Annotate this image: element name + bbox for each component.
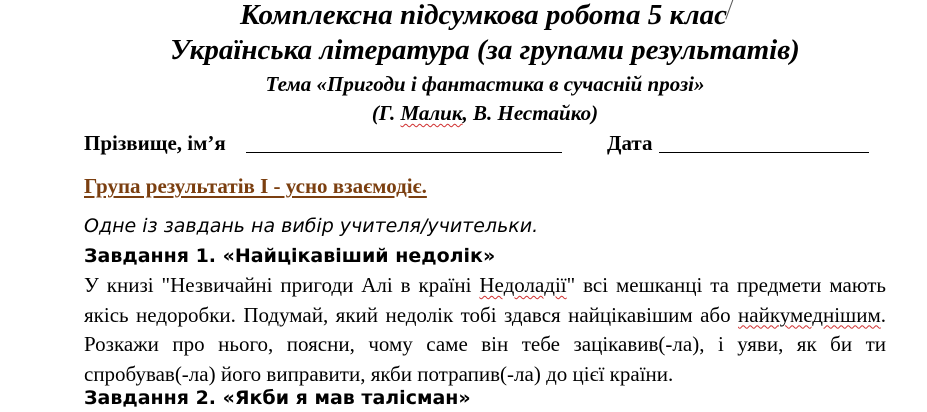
task-1-text [84,271,886,389]
choice-note: Одне із завдань на вибір учителя/учительки. [84,215,539,237]
task-1-text-part: " всі мешканці та предмети мають якісь недоробки. Подумай, який недолік тобі здався найцікавішим або [84,273,886,327]
task-1-title: Завдання 1. «Найцікавіший недолік» [84,245,496,267]
authors-prefix: (Г. [371,101,401,125]
task-2-title: Завдання 2. «Якби я мав талісман» [84,387,471,409]
task-1-text-part: . Розкажи про нього, поясни, чому саме він тебе зацікавив(-ла), і уяви, як би ти спробував(-ла) його виправити, якби потрапив(-ла) до цієї країни. [84,302,886,386]
authors-spellcheck-word: Малик [400,101,463,125]
document-authors [0,100,927,126]
document-title-line-2: Українська література (за групами результатів) [170,34,800,66]
title-text: Комплексна підсумкова робота 5 клас [239,0,728,31]
document-topic: Тема «Пригоди і фантастика в сучасній прозі» [265,72,705,96]
name-label-text: Прізвище, ім’я [84,131,226,155]
document-title-line-1 [0,0,927,32]
group-heading: Група результатів I - усно взаємодіє. [84,174,427,198]
task-1-spellcheck-word: Недоладії [479,273,567,297]
date-label: Дата [607,131,653,155]
authors-suffix: , В. Нестайко) [462,101,599,125]
task-1-spellcheck-word: найкумеднішим [738,302,881,327]
task-1-text-part: У книзі "Незвичайні пригоди Алі в країні [84,273,480,297]
date-blank-field[interactable] [659,152,869,153]
name-blank-field[interactable] [246,152,562,153]
name-label [84,130,226,156]
